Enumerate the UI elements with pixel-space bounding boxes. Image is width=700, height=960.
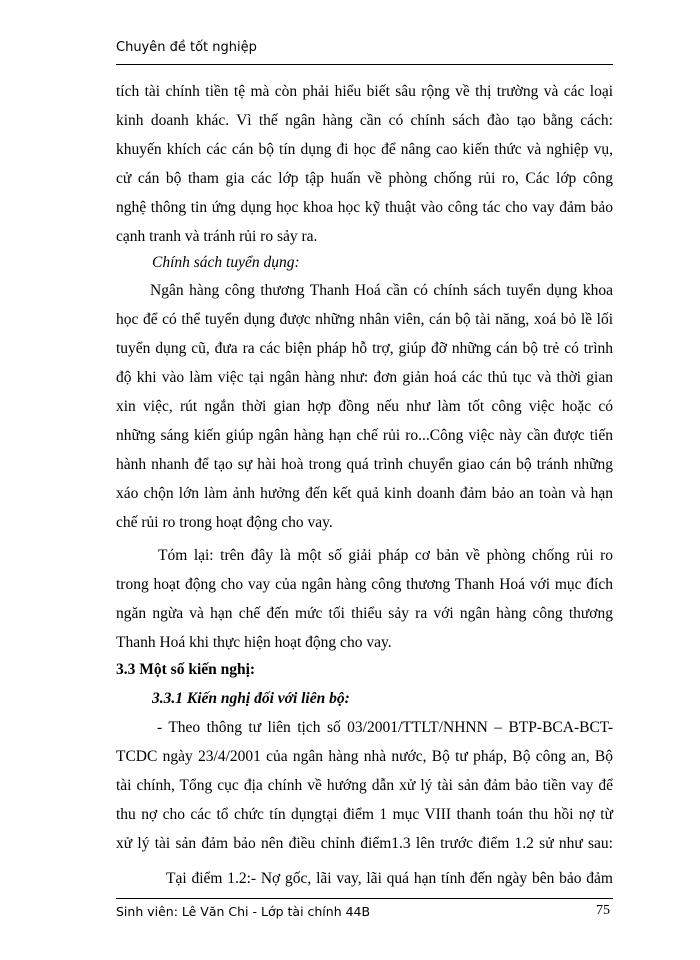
body-line: xáo chộn lớn làm ảnh hưởng đến kết quả kinh doanh đảm bảo an toàn và hạn — [116, 485, 613, 502]
footer-divider — [116, 898, 613, 899]
body-line: khuyến khích các cán bộ tín dụng đi học để nâng cao kiến thức và nghiệp vụ, — [116, 141, 613, 158]
page-header: Chuyên đề tốt nghiệp — [116, 40, 257, 55]
body-line: tích tài chính tiền tệ mà còn phải hiểu biết sâu rộng về thị trường và các loại — [116, 83, 613, 100]
body-line: chế rủi ro trong hoạt động cho vay. — [116, 514, 333, 531]
body-line: thu nợ cho các tổ chức tín dụngtại điểm 1 mục VIII thanh toán thu hồi nợ từ — [116, 806, 613, 823]
body-line: TCDC ngày 23/4/2001 của ngân hàng nhà nước, Bộ tư pháp, Bộ công an, Bộ — [116, 748, 613, 765]
body-line: hành nhanh để tạo sự hài hoà trong quá trình chuyển giao cán bộ tránh những — [116, 456, 613, 473]
header-divider — [116, 64, 613, 65]
body-line: Tại điểm 1.2:- Nợ gốc, lãi vay, lãi quá hạn tính đến ngày bên bảo đảm — [166, 870, 613, 887]
section-subheading: Chính sách tuyển dụng: — [152, 254, 300, 271]
body-line: - Theo thông tư liên tịch số 03/2001/TTLT/NHNN – BTP-BCA-BCT- — [157, 719, 613, 736]
body-line: kinh doanh khác. Vì thế ngân hàng cần có chính sách đào tạo bằng cách: — [116, 112, 613, 129]
body-line: ngăn ngừa và hạn chế đến mức tối thiểu sảy ra với ngân hàng công thương — [116, 605, 613, 622]
body-line: Ngân hàng công thương Thanh Hoá cần có chính sách tuyển dụng khoa — [150, 282, 613, 299]
body-line: Thanh Hoá khi thực hiện hoạt động cho vay. — [116, 634, 392, 651]
page-number: 75 — [596, 903, 610, 918]
body-line: những sáng kiến giúp ngân hàng hạn chế rủi ro...Công việc này cần được tiến — [116, 427, 613, 444]
body-line: xử lý tài sản đảm bảo nên điều chỉnh điểm1.3 lên trước điểm 1.2 sử như sau: — [116, 835, 613, 852]
body-line: cạnh tranh và tránh rủi ro sảy ra. — [116, 228, 318, 245]
subsection-heading: 3.3.1 Kiến nghị đối với liên bộ: — [152, 690, 350, 707]
body-line: trong hoạt động cho vay của ngân hàng công thương Thanh Hoá với mục đích — [116, 576, 613, 593]
body-line: tài chính, Tổng cục địa chính về hướng dẫn xử lý tài sản đảm bảo tiền vay để — [116, 777, 613, 794]
body-line: tuyển dụng cũ, đưa ra các biện pháp hỗ trợ, giúp đỡ những cán bộ trẻ có trình — [116, 340, 613, 357]
page-footer: Sinh viên: Lê Văn Chi - Lớp tài chính 44B — [116, 904, 371, 919]
body-line: độ khi vào làm việc tại ngân hàng như: đơn giản hoá các thủ tục và thời gian — [116, 369, 613, 386]
body-line: nghệ thông tin ứng dụng học khoa học kỹ thuật vào công tác cho vay đảm bảo — [116, 199, 613, 216]
body-line: học để có thể tuyển dụng được những nhân viên, cán bộ tài năng, xoá bỏ lề lối — [116, 311, 613, 328]
body-line: xin việc, rút ngắn thời gian hợp đồng nếu như làm tốt công việc hoặc có — [116, 398, 613, 415]
section-heading: 3.3 Một số kiến nghị: — [116, 661, 256, 678]
body-line: cử cán bộ tham gia các lớp tập huấn về phòng chống rủi ro, Các lớp công — [116, 170, 613, 187]
body-line: Tóm lại: trên đây là một số giải pháp cơ bản về phòng chống rủi ro — [158, 547, 613, 564]
